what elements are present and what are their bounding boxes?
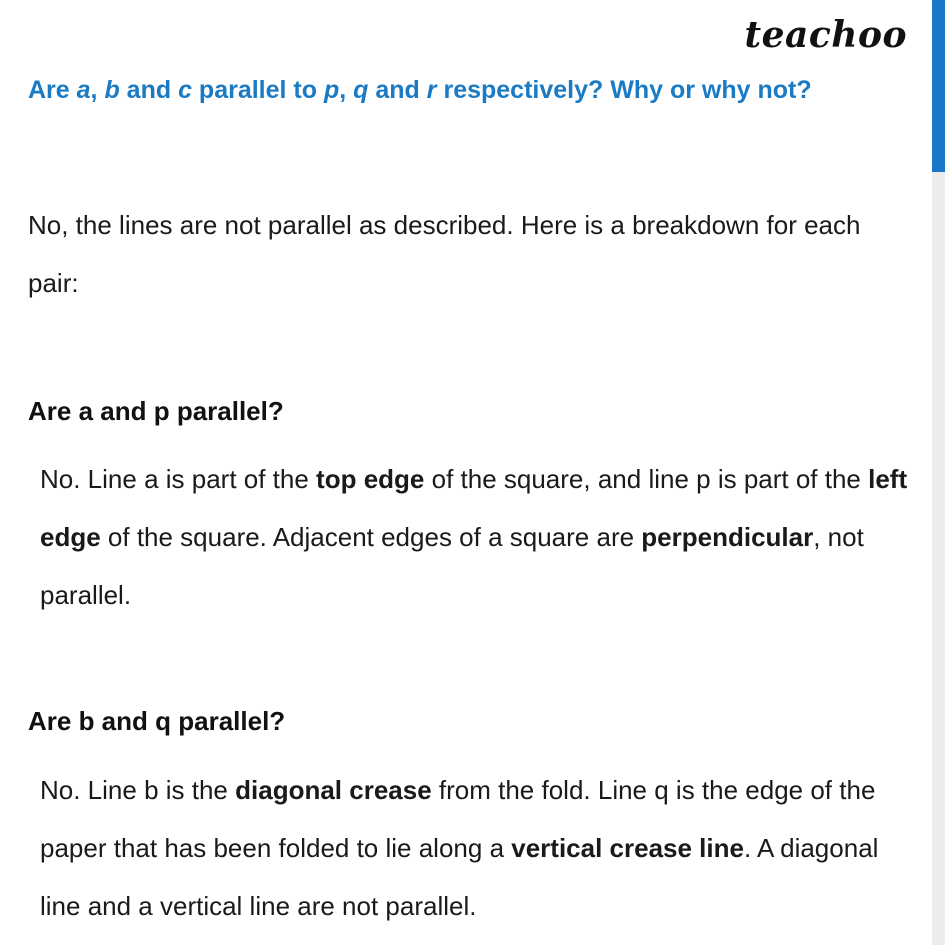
emphasis-diagonal-crease: diagonal crease: [235, 775, 432, 805]
emphasis-left-edge: left edge: [40, 464, 908, 552]
var-q: q: [353, 76, 369, 104]
emphasis-top-edge: top edge: [316, 464, 425, 494]
vertical-scrollbar[interactable]: [932, 0, 945, 945]
teachoo-logo: teachoo: [744, 14, 907, 56]
scrollbar-thumb[interactable]: [932, 0, 945, 172]
intro-paragraph: No, the lines are not parallel as described. Here is a breakdown for each pair:: [28, 210, 861, 298]
var-p: p: [323, 76, 340, 104]
emphasis-perpendicular: perpendicular: [641, 522, 814, 552]
var-a: a: [76, 76, 91, 104]
question-heading: Are a, b and c parallel to p, q and r respectively? Why or why not?: [28, 76, 812, 104]
section-heading-b-q: Are b and q parallel?: [28, 706, 286, 736]
section-heading-a-p: Are a and p parallel?: [28, 396, 284, 426]
answer-paragraph-b-q: No. Line b is the diagonal crease from the fold. Line q is the edge of the paper that has been folded to lie along a vertical crease line. A diagonal line and a vertical line are not parallel.: [40, 775, 879, 921]
var-b: b: [104, 76, 120, 104]
answer-paragraph-a-p: No. Line a is part of the top edge of the square, and line p is part of the left edge of the square. Adjacent edges of a square are perpendicular, not parallel.: [40, 464, 908, 610]
var-c: c: [178, 76, 192, 104]
var-r: r: [426, 76, 437, 104]
emphasis-vertical-crease-line: vertical crease line: [511, 833, 744, 863]
